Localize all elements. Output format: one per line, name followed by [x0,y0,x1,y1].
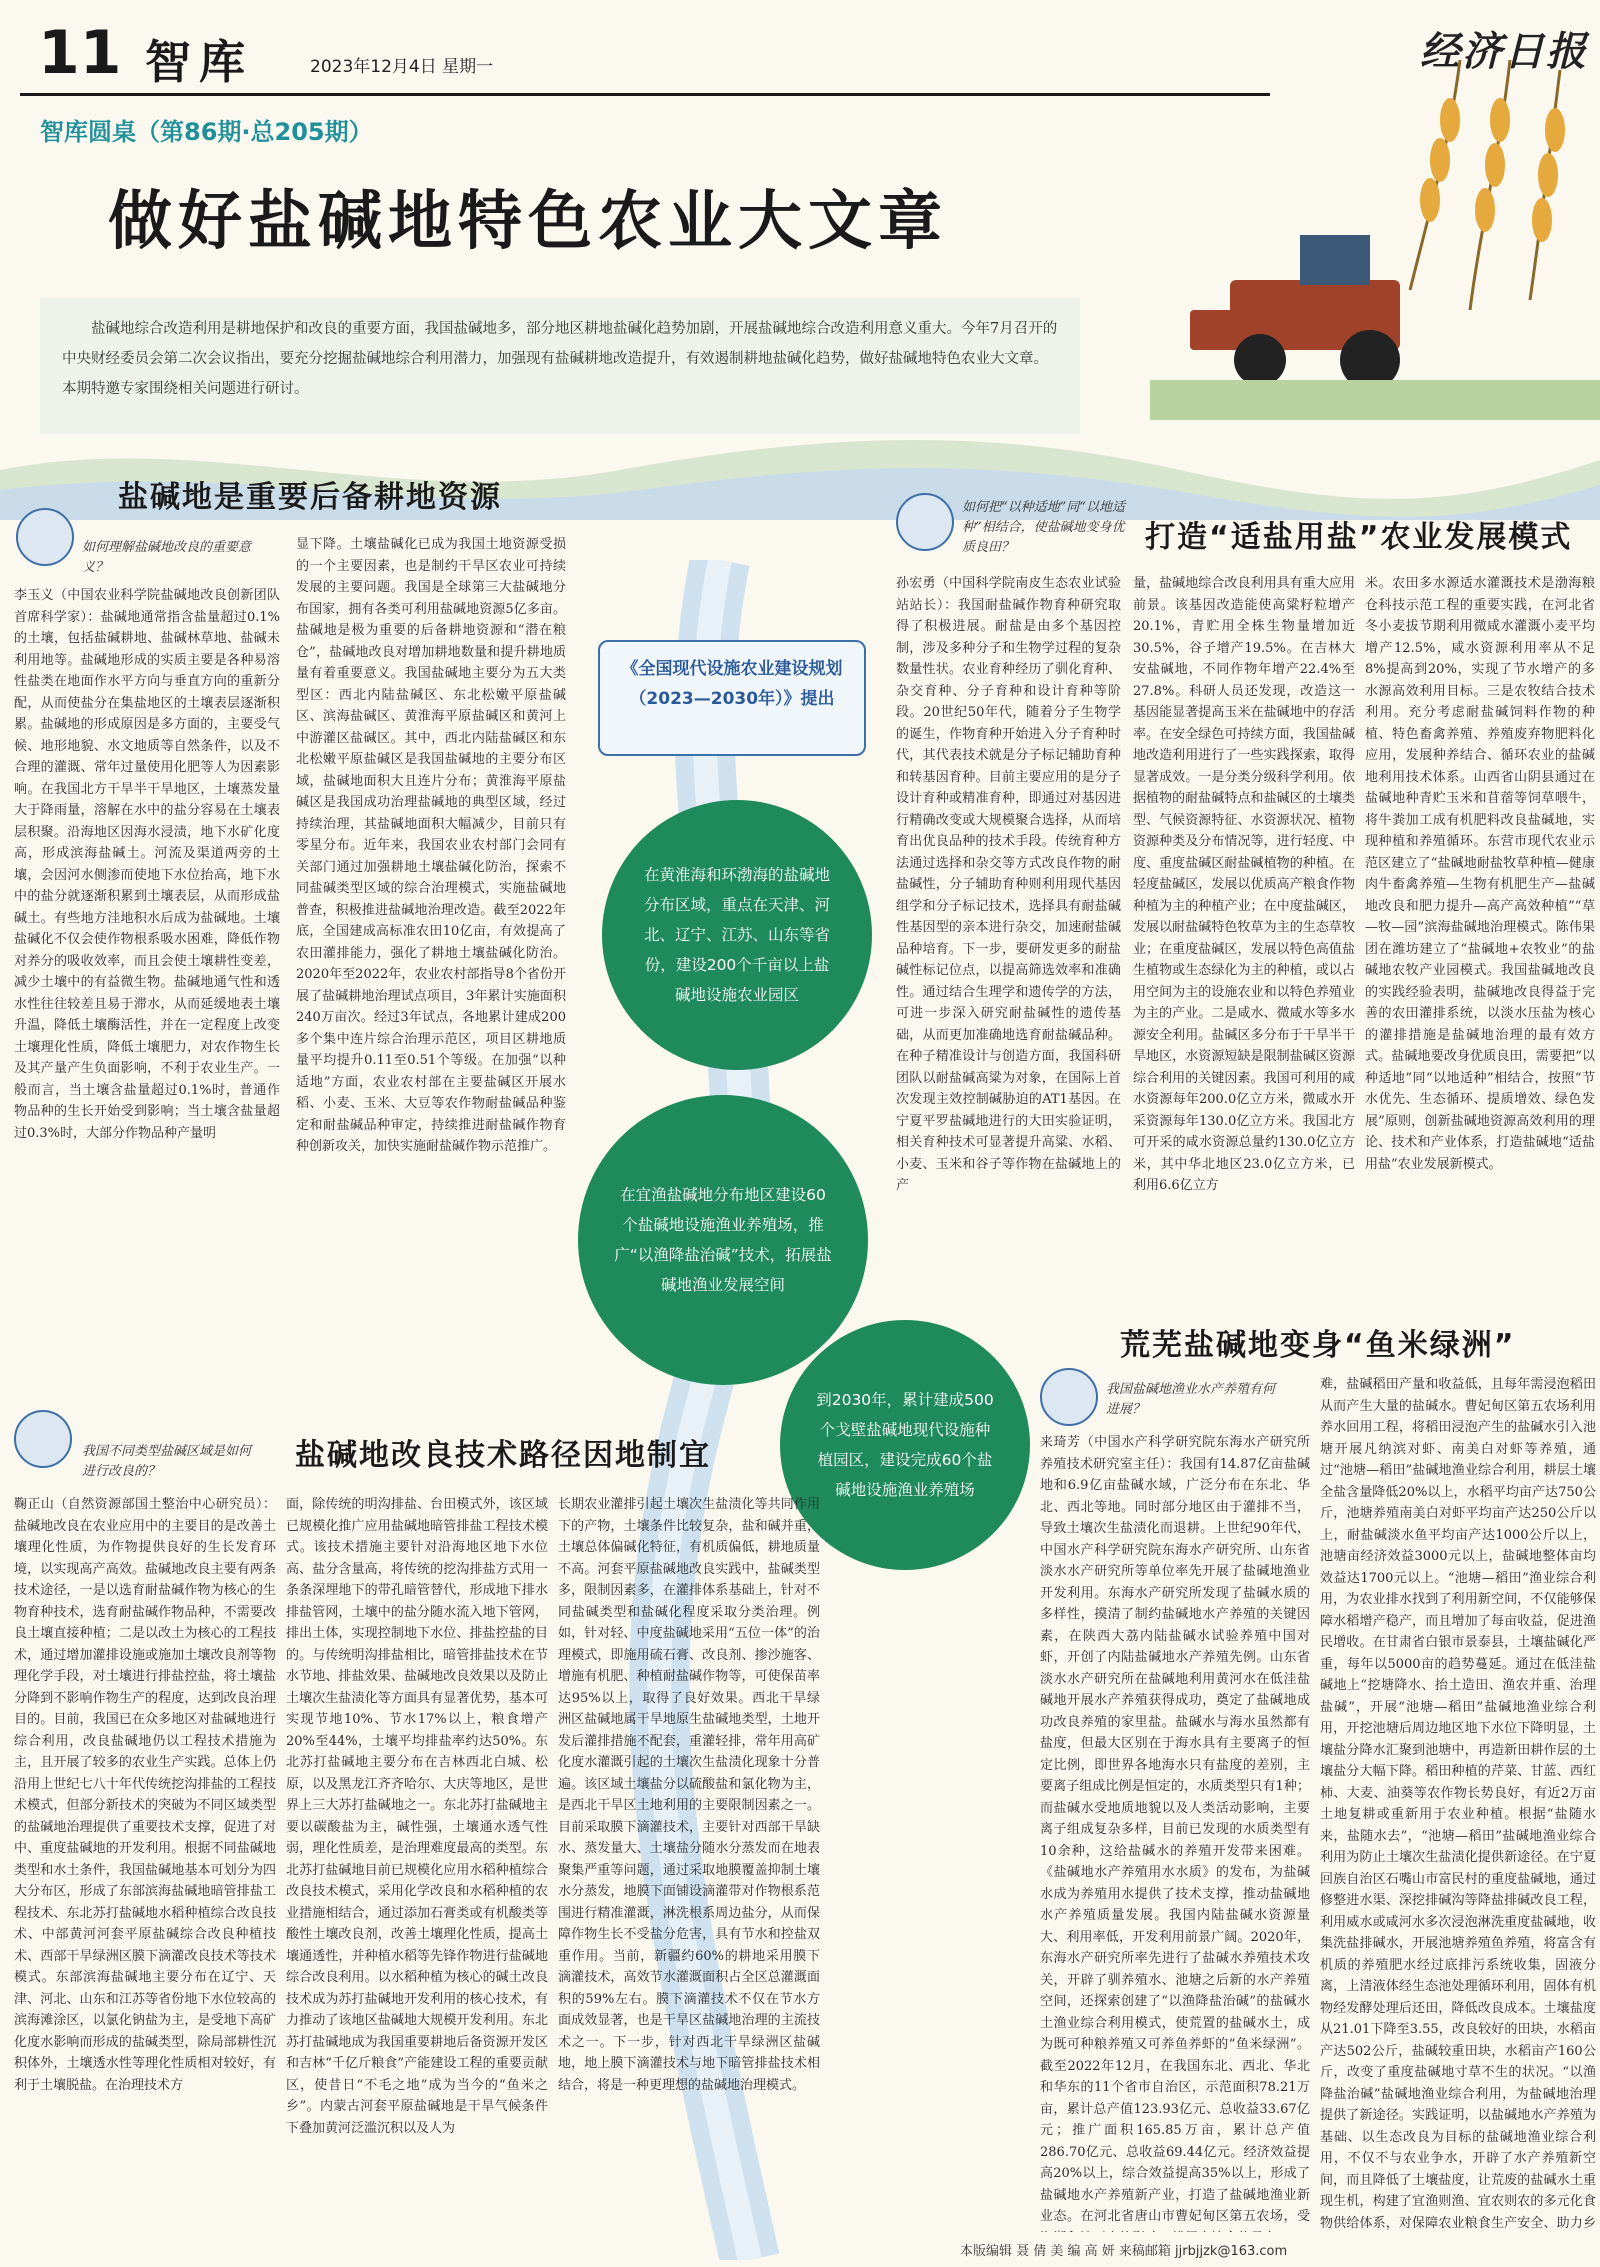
page-title: 做好盐碱地特色农业大文章 [108,185,948,259]
question-2: 如何把“以种适地”同“以地适种”相结合，使盐碱地变身优质良田？ [962,500,1125,555]
section-name: 智库 [145,35,253,89]
section-heading-2: 打造“适盐用盐”农业发展模式 [1145,520,1573,555]
book-icon [14,1410,72,1468]
page-number: 11 [38,18,122,88]
section-3-column-2: 面，除传统的明沟排盐、台田模式外，该区域已规模化推广应用盐碱地暗管排盐工程技术模式。该技术措施主要针对沿海地区地下水位高、盐分含量高，将传统的挖沟排盐方式用一条条深埋地下的带孔暗管替代，形成地下排水排盐管网，土壤中的盐分随水流入地下管网，排出土体，实现控制地下水位、排盐控盐的目的。与传统明沟排盐相比，暗管排盐技术在节水节地、排盐效果、盐碱地改良效果以及防止土壤次生盐渍化等方面具有显著优势，基本可实现节地10%、节水17%以上，粮食增产20%至44%，土壤平均排盐率约达50%。东北苏打盐碱地主要分布在吉林西北白城、松原，以及黑龙江齐齐哈尔、大庆等地区，是世界上三大苏打盐碱地之一。东北苏打盐碱地主要以碳酸盐为主，碱性强，土壤通水透气性弱，理化性质差，是治理难度最高的类型。东北苏打盐碱地目前已规模化应用水稻种植综合改良技术模式，采用化学改良和水稻种植的农业措施相结合，通过添加石膏类或有机酸类等酸性土壤改良剂，改善土壤理化性质，提高土壤通透性，并种植水稻等先锋作物进行盐碱地综合改良利用。以水稻种植为核心的碱土改良技术成为苏打盐碱地开发利用的核心技术，有力推动了该地区盐碱地大规模开发利用。东北苏打盐碱地成为我国重要耕地后备资源开发区和吉林“千亿斤粮食”产能建设工程的重要贡献区，使昔日“不毛之地”成为当今的“鱼米之乡”。内蒙古河套平原盐碱地是干旱气候条件下叠加黄河泛滥沉积以及人为 [286,1497,548,2136]
plan-banner: 《全国现代设施农业建设规划（2023—2030年）》提出 [598,640,866,756]
book-icon [1040,1368,1098,1426]
page-date: 2023年12月4日 星期一 [310,57,494,77]
book-icon [896,493,954,551]
column-tag: 智库圆桌（第86期·总205期） [40,118,373,146]
book-icon [16,508,74,566]
header-rule [20,93,1270,96]
section-1-column-1: 李玉义（中国农业科学院盐碱地改良创新团队首席科学家）：盐碱地通常指含盐量超过0.1%的土壤，包括盐碱耕地、盐碱林草地、盐碱未利用地等。盐碱地形成的实质主要是各种易溶性盐类在地面作水平方向与垂直方向的重新分配，从而使盐分在集盐地区的土壤表层逐渐积累。盐碱地的形成原因是多方面的，主要受气候、地形地貌、水文地质等自然条件，以及不合理的灌溉、常年过量使用化肥等人为因素影响。在我国北方干旱半干旱地区，土壤蒸发量大于降雨量，溶解在水中的盐分容易在土壤表层积聚。沿海地区因海水浸渍，地下水矿化度高，形成滨海盐碱土。河流及渠道两旁的土壤，会因河水侧渗而使地下水位抬高，地下水中的盐分就逐渐积累到土壤表层，从而形成盐碱土。有些地方洼地积水后成为盐碱地。土壤盐碱化不仅会使作物根系吸水困难，降低作物对养分的吸收效率，而且会使土壤耕性变差，减少土壤中的有益微生物。盐碱地通气性和透水性往往较差且易于滞水，从而延缓地表土壤升温，降低土壤酶活性，并在一定程度上改变土壤理化性质，降低土壤肥力，对农作物生长及其产量产生负面影响，不利于农业生产。一般而言，当土壤含盐量超过0.1%时，普通作物品种的生长开始受到影响；当土壤含盐量超过0.3%时，大部分作物品种产量明 [14,588,280,1141]
page-footer: 本版编辑 聂 倩 美 编 高 妍 来稿邮箱 jjrbjjzk@163.com [960,2244,1288,2259]
section-4-column-1: 来琦芳（中国水产科学研究院东海水产研究所养殖技术研究室主任）：我国有14.87亿亩盐碱地和6.9亿亩盐碱水域，广泛分布在东北、华北、西北等地。同时部分地区由于灌排不当，导致土壤次生盐渍化而退耕。上世纪90年代，中国水产科学研究院东海水产研究所、山东省淡水水产研究所等单位率先开展了盐碱地渔业开发利用。东海水产研究所发现了盐碱水质的多样性，摸清了制约盐碱地水产养殖的关键因素，在陕西大荔内陆盐碱水试验养殖中国对虾，开创了内陆盐碱地水产养殖先例。山东省淡水水产研究所在盐碱地利用黄河水在低洼盐碱地开展水产养殖获得成功，奠定了盐碱地成功改良养殖的家里盐。盐碱水与海水虽然都有盐度，但最大区别在于海水具有主要离子的恒定比例，即世界各地海水只有盐度的差别，主要离子组成比例是恒定的，水质类型只有1种；而盐碱水受地质地貌以及人类活动影响，主要离子组成复杂多样，目前已发现的水质类型有10余种，这给盐碱水的养殖开发带来困难。《盐碱地水产养殖用水水质》的发布，为盐碱水成为养殖用水提供了技术支撑，推动盐碱地水产养殖质量发展。我国内陆盐碱水资源量大、利用率低，开发利用前景广阔。2020年，东海水产研究所率先进行了盐碱水养殖技术攻关，开辟了驯养殖水、池塘之后新的水产养殖空间，还探索创建了“以渔降盐治碱”的盐碱水土渔业综合利用模式，使荒置的盐碱水土，成为既可种粮养殖又可养鱼养虾的“鱼米绿洲”。截至2022年12月，在我国东北、西北、华北和华东的11个省市自治区，示范面积78.21万亩，累计总产值123.93亿元、总收益33.67亿元；推广面积165.85万亩，累计总产值286.70亿元、总收益69.44亿元。经济效益提高20%以上，综合效益提高35%以上，形成了盐碱地水产养殖新产业，打造了盐碱地渔业新业态。在河北省唐山市曹妃甸区第五农场，受 [1040,1435,1310,2224]
highlight-circle-1: 在黄淮海和环渤海的盐碱地分布区域，重点在天津、河北、辽宁、江苏、山东等省份，建设200个千亩以上盐碱地设施农业园区 [602,800,872,1070]
highlight-circle-3: 到2030年，累计建成500个戈壁盐碱地现代设施种植园区，建设完成60个盐碱地设施渔业养殖场 [780,1320,1030,1570]
question-4: 我国盐碱地渔业水产养殖有何进展？ [1106,1382,1276,1417]
section-heading-1: 盐碱地是重要后备耕地资源 [118,480,502,515]
highlight-circle-2: 在宜渔盐碱地分布地区建设60个盐碱地设施渔业养殖场，推广“以渔降盐治碱”技术，拓展盐碱地渔业发展空间 [578,1095,868,1385]
question-1: 如何理解盐碱地改良的重要意义？ [82,540,252,575]
section-1-column-2: 显下降。土壤盐碱化已成为我国土地资源受损的一个主要因素，也是制约干旱区农业可持续发展的主要问题。我国是全球第三大盐碱地分布国家，拥有各类可利用盐碱地资源5亿多亩。盐碱地是极为重要的后备耕地资源和“潜在粮仓”，盐碱地改良对增加耕地数量和提升耕地质量有着重要意义。我国盐碱地主要分为五大类型区：西北内陆盐碱区、东北松嫩平原盐碱区、滨海盐碱区、黄淮海平原盐碱区和黄河上中游灌区盐碱区。其中，西北内陆盐碱区和东北松嫩平原盐碱区是我国盐碱地的主要分布区域，盐碱地面积大且连片分布；黄淮海平原盐碱区是我国成功治理盐碱地的典型区域，经过持续治理，其盐碱地面积大幅减少，目前只有零星分布。近年来，我国农业农村部门会同有关部门通过加强耕地土壤盐碱化防治，探索不同盐碱类型区域的综合治理模式，实施盐碱地普查，积极推进盐碱地治理改造。截至2022年底，全国建成高标准农田10亿亩，有效提高了农田灌排能力，强化了耕地土壤盐碱化防治。2020年至2022年，农业农村部指导8个省份开展了盐碱耕地治理试点项目，3年累计实施面积240万亩次。经过3年试点，各地累计建成200多个集中连片综合治理示范区，项目区耕地质量平均提升0.11至0.51个等级。在加强“以种适地”方面，农业农村部在主要盐碱区开展水稻、小麦、玉米、大豆等农作物耐盐碱品种鉴定和耐盐碱品种审定，持续推进耐盐碱作物育种创新攻关，加快实施耐盐碱作物示范推广。 [296,537,566,1154]
masthead-logo: 经济日报 [1420,28,1588,75]
section-2-column-2: 量，盐碱地综合改良利用具有重大应用前景。该基因改造能使高粱籽粒增产20.1%，青贮用全株生物量增加近30.5%，谷子增产19.5%。在吉林大安盐碱地，不同作物年增产22.4%至27.8%。科研人员还发现，改造这一基因能显著提高玉米在盐碱地中的存活率。在安全绿色可持续方面，我国盐碱地改造利用进行了一些实践探索，取得显著成效。一是分类分级科学利用。依据植物的耐盐碱特点和盐碱区的土壤类型、气候资源特征、水资源状况、植物资源种类及分布情况等，进行轻度、中度、重度盐碱区耐盐碱植物的种植。在轻度盐碱区，发展以优质高产粮食作物种植为主的种植产业；在中度盐碱区，发展以耐盐碱特色牧草为主的生态草牧业；在重度盐碱区，发展以特色高值盐生植物或生态绿化为主的种植，或以占用空间为主的设施农业和以特色养殖业为主的产业。二是咸水、微咸水等多水源安全利用。盐碱区多分布于干旱半干旱地区，水资源短缺是限制盐碱区资源综合利用的关键因素。我国可利用的咸水资源每年200.0亿立方米，微咸水开采资源每年130.0亿立方米。我国北方可开采的咸水资源总量约130.0亿立方米，其中华北地区23.0亿立方米，已利用6.6亿立方 [1133,576,1355,1193]
section-4-column-2: 难，盐碱稻田产量和收益低，且每年需浸泡稻田从而产生大量的盐碱水。曹妃甸区第五农场利用养水回用工程，将稻田浸泡产生的盐碱水引入池塘开展凡纳滨对虾、南美白对虾等养殖，通过“池塘—稻田”盐碱地渔业综合利用，耕层土壤全盐含量降低20%以上，水稻平均亩产达750公斤，池塘养殖南美白对虾平均亩产达250公斤以上，耐盐碱淡水鱼平均亩产达1000公斤以上，池塘亩经济效益3000元以上，盐碱地整体亩均效益达1700元以上。“池塘—稻田”渔业综合利用，为农业排水找到了利用新空间，不仅能够保障水稻增产稳产，而且增加了每亩收益，促进渔民增收。在甘肃省白银市景泰县，土壤盐碱化严重，每年以5000亩的趋势蔓延。通过在低洼盐碱地上“挖塘降水、抬土造田、渔农并重、治理盐碱”，开展“池塘—稻田”盐碱地渔业综合利用，开挖池塘后周边地区地下水位下降明显，土壤盐分降水汇聚到池塘中，再造新田耕作层的土壤盐分大幅下降。稻田种植的芹菜、甘蓝、西红柿、大麦、油葵等农作物长势良好，有近2万亩土地复耕或重新用于农业种植。根据“盐随水来，盐随水去”，“池塘—稻田”盐碱地渔业综合利用为防止土壤次生盐渍化提供新途径。在宁夏回族自治区石嘴山市富民村的重度盐碱地，通过修整进水渠、深挖排碱沟等降盐排碱改良工程，利用威水或咸河水多次浸泡淋洗重度盐碱地，收集洗盐排碱水，开展池塘养殖鱼养殖，将富含有机质的养殖肥水经过底排污系统收集，固液分离，上清液体经生态池处理循环利用，固体有机物经发酵处理后还田，降低改良成本。土壤盐度从21.01下降至3.55，改良较好的田块，水稻亩产达502公斤，盐碱较重田块，水稻亩产160公斤，改变了重度盐碱地寸草不生的状况。“以渔降盐治碱”盐碱地渔业综合利用，为盐碱地治理提供了新途径。实践证明，以盐碱地水产养殖为基础、以生态改良为目标的盐碱地渔业综合利用，不仅不与农业争水，开辟了水产养殖新空间，而且降低了土壤盐度，让荒废的盐碱水土重现生机，构建了宜渔则渔、宜农则农的多元化食物供给体系，对保障农业粮食生产安全、助力乡 [1320,1377,1596,2231]
section-2-column-1: 孙宏勇（中国科学院南皮生态农业试验站站长）：我国耐盐碱作物育种研究取得了积极进展。耐盐是由多个基因控制，涉及多种分子和生物学过程的复杂数量性状。农业育种经历了驯化育种、杂交育种、分子育种和设计育种等阶段。20世纪50年代，随着分子生物学的诞生，作物育种开始进入分子育种时代，其代表技术就是分子标记辅助育种和转基因育种。目前主要应用的是分子设计育种或精准育种，即通过对基因进行精确改变或大规模聚合选择，从而培育出优良品种的技术手段。传统育种方法通过选择和杂交等方式改良作物的耐盐碱性，分子辅助育种则利用现代基因组学和分子标记技术，选择具有耐盐碱性基因型的亲本进行杂交，加速耐盐碱品种培育。下一步，要研发更多的耐盐碱性标记位点，以提高筛选效率和准确性。通过结合生理学和遗传学的方法，可进一步深入研究耐盐碱性的遗传基础，从而更加准确地选育耐盐碱品种。在种子精准设计与创造方面，我国科研团队以耐盐碱高粱为对象，在国际上首次发现主效控制碱胁迫的AT1基因。在宁夏平罗盐碱地进行的大田实验证明，相关育种技术可显著提升高粱、水稻、小麦、玉米和谷子等作物在盐碱地上的产 [896,576,1121,1193]
question-3: 我国不同类型盐碱区域是如何进行改良的？ [82,1444,252,1479]
wheat-harvester-illustration [1150,60,1600,420]
section-3-column-1: 鞠正山（自然资源部国土整治中心研究员）：盐碱地改良在农业应用中的主要目的是改善土壤理化性质，为作物提供良好的生长发育环境，以实现高产高效。盐碱地改良主要有两条技术途径，一是以选育耐盐碱作物为核心的生物育种技术，选育耐盐碱作物品种，不需要改良土壤直接种植；二是以改土为核心的工程技术，通过增加灌排设施或施加土壤改良剂等物理化学手段，对土壤进行排盐控盐，将土壤盐分降到不影响作物生产的程度，达到改良治理目的。目前，我国已在众多地区对盐碱地进行综合利用，改良盐碱地仍以工程技术措施为主，且开展了较多的农业生产实践。总体上仍沿用上世纪七八十年代传统挖沟排盐的工程技术模式，但部分新技术的突破为不同区域类型的盐碱地治理提供了重要技术支撑，促进了对中、重度盐碱地的开发利用。根据不同盐碱地类型和水土条件，我国盐碱地基本可划分为四大分布区，形成了东部滨海盐碱地暗管排盐工程技术、东北苏打盐碱地水稻种植综合改良技术、中部黄河河套平原盐碱综合改良种植技术、西部干旱绿洲区膜下滴灌改良技术等技术模式。东部滨海盐碱地主要分布在辽宁、天津、河北、山东和江苏等省份地下水位较高的滨海滩涂区，以氯化钠盐为主，是受地下高矿化度水影响而形成的盐碱类型，除局部耕性沉积体外，土壤透水性等理化性质相对较好，有利于土壤脱盐。在治理技术方 [14,1497,276,2093]
lead-paragraph: 盐碱地综合改造利用是耕地保护和改良的重要方面，我国盐碱地多，部分地区耕地盐碱化趋势加剧，开展盐碱地综合改造利用意义重大。今年7月召开的中央财经委员会第二次会议指出，要充分挖掘盐碱地综合利用潜力，加强现有盐碱耕地改造提升，有效遏制耕地盐碱化趋势，做好盐碱地特色农业大文章。本期特邀专家围绕相关问题进行研讨。 [40,298,1080,434]
section-heading-4: 荒芜盐碱地变身“鱼米绿洲” [1120,1328,1516,1363]
section-heading-3: 盐碱地改良技术路径因地制宜 [295,1438,711,1473]
section-3-column-3: 长期农业灌排引起土壤次生盐渍化等共同作用下的产物，土壤条件比较复杂，盐和碱并重，土壤总体偏碱化特征，有机质偏低，耕地质量不高。河套平原盐碱地改良实践中，盐碱类型多，限制因素多，在灌排体系基础上，针对不同盐碱类型和盐碱化程度采取分类治理。例如，针对轻、中度盐碱地采用“五位一体”的治理模式，即施用硫石膏、改良剂、掺沙施客、增施有机肥、种植耐盐碱作物等，可使保苗率达95%以上，取得了良好效果。西北干旱绿洲区盐碱地属干旱地原生盐碱地类型，土地开发后灌排措施不配套，重灌轻排，常年用高矿化度水灌溉引起的土壤次生盐渍化现象十分普遍。该区域土壤盐分以硫酸盐和氯化物为主，是西北干旱区土地利用的主要限制因素之一。目前采取膜下滴灌技术，主要针对西部干旱缺水、蒸发量大、土壤盐分随水分蒸发而在地表聚集严重等问题，通过采取地膜覆盖抑制土壤水分蒸发，地膜下面铺设滴灌带对作物根系范围进行精准灌溉，淋洗根系周边盐分，从而保障作物生长不受盐分危害，具有节水和控盐双重作用。当前，新疆约60%的耕地采用膜下滴灌技术，高效节水灌溉面积占全区总灌溉面积的59%左右。膜下滴灌技术不仅在节水方面成效显著，也是干旱区盐碱地治理的主流技术之一。下一步，针对西北干旱绿洲区盐碱地，地上膜下滴灌技术与地下暗管排盐技术相结合，将是一种更理想的盐碱地治理模式。 [558,1497,820,2093]
section-2-column-3: 米。农田多水源适水灌溉技术是渤海粮仓科技示范工程的重要实践，在河北省冬小麦拔节期利用微咸水灌溉小麦平均增产12.5%，咸水资源利用率从不足8%提高到20%，实现了节水增产的多水源高效利用目标。三是农牧结合技术利用。充分考虑耐盐碱饲料作物的种植、特色畜禽养殖、养殖废弃物肥料化应用，发展种养结合、循环农业的盐碱地利用技术体系。山西省山阴县通过在盐碱地种青贮玉米和苜蓿等饲草喂牛，将牛粪加工成有机肥料改良盐碱地，实现种植和养殖循环。东营市现代农业示范区建立了“盐碱地耐盐牧草种植—健康肉牛畜禽养殖—生物有机肥生产—盐碱地改良和肥力提升—高产高效种植”“草—牧—园”滨海盐碱地治理模式。陈伟果团在潍坊建立了“盐碱地+农牧业”的盐碱地农牧产业园模式。我国盐碱地改良的实践经验表明，盐碱地改良得益于完善的农田灌排系统，以淡水压盐为核心的灌排措施是盐碱地治理的最有效方式。盐碱地要改身优质良田，需要把“以种适地”同“以地适种”相结合，按照“节水优先、生态循环、提质增效、绿色发展”原则，创新盐碱地资源高效利用的理论、技术和产业体系，打造盐碱地“适盐用盐”农业发展新模式。 [1365,576,1595,1172]
